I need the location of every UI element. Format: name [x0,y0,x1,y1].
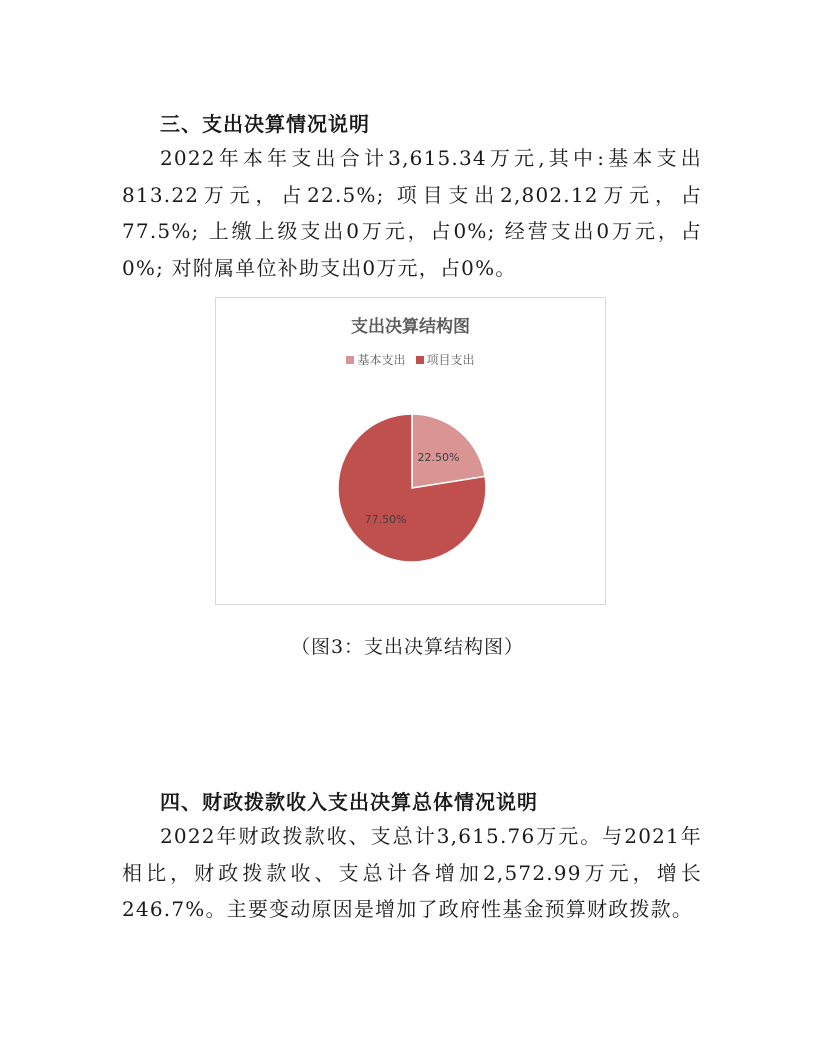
section-3-paragraph: 2022年本年支出合计3,615.34万元,其中:基本支出813.22万元，占22.5%; 项目支出2,802.12万元，占77.5%; 上缴上级支出0万元，占0%; 经营支出0万元，占0%; 对附属单位补助支出0万元，占0%。 [122,146,702,280]
section-3-heading: 三、支出决算情况说明 [160,112,370,136]
pie-data-label-0: 22.50% [417,451,460,465]
legend-label-basic: 基本支出 [357,353,406,367]
pie-data-label-1: 77.50% [364,512,407,526]
pie-svg [216,298,605,604]
section-4-heading: 四、财政拨款收入支出决算总体情况说明 [160,790,538,814]
legend-label-project: 项目支出 [426,353,475,367]
figure-caption: （图3：支出决算结构图） [290,636,525,658]
expenditure-pie-chart [215,297,606,605]
chart-title: 支出决算结构图 [351,317,470,337]
section-4-paragraph: 2022年财政拨款收、支总计3,615.76万元。与2021年相比，财政拨款收、支总计各增加2,572.99万元，增长246.7%。主要变动原因是增加了政府性基金预算财政拨款。 [122,824,702,921]
